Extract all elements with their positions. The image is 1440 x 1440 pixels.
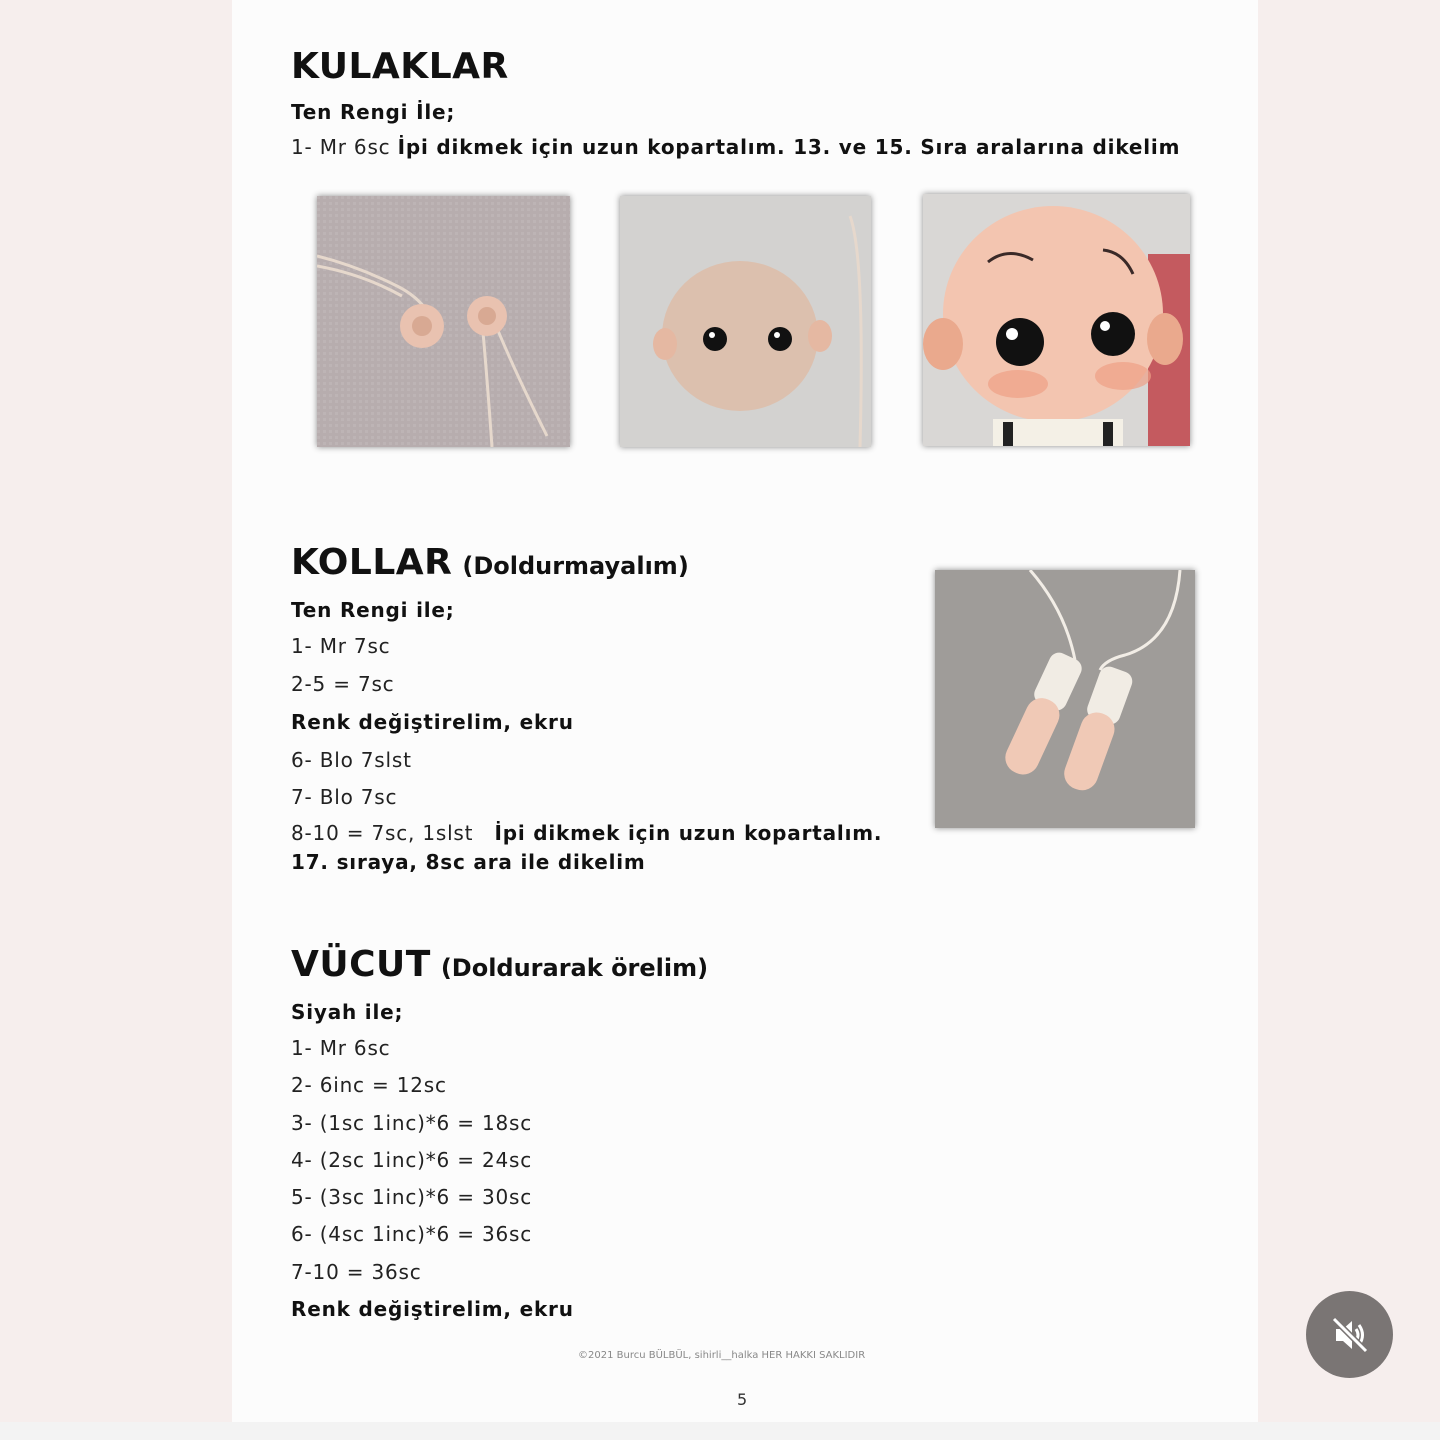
kollar-row-last: [291, 821, 882, 845]
vucut-subtitle: (Doldurarak örelim): [440, 954, 709, 982]
vucut-color-line: Siyah ile;: [291, 1000, 404, 1024]
section-title-kollar: KOLLAR (Doldurmayalım): [291, 542, 689, 583]
vucut-row: 4- (2sc 1inc)*6 = 24sc: [291, 1148, 533, 1172]
kulaklar-color-line: Ten Rengi İle;: [291, 100, 456, 124]
kulaklar-row-1: [291, 135, 1180, 159]
vucut-row: 3- (1sc 1inc)*6 = 18sc: [291, 1111, 533, 1135]
photo-arms: [935, 570, 1195, 828]
kollar-color-line: Ten Rengi ile;: [291, 598, 455, 622]
copyright-notice: ©2021 Burcu BÜLBÜL, sihirli__halka HER HAKKI SAKLIDIR: [578, 1350, 866, 1361]
kollar-row: 6- Blo 7slst: [291, 748, 412, 772]
kollar-sew-note: 17. sıraya, 8sc ara ile dikelim: [291, 850, 646, 874]
speaker-muted-icon: [1328, 1313, 1372, 1357]
kollar-change-color: Renk değiştirelim, ekru: [291, 710, 574, 734]
pattern-page: [232, 0, 1258, 1422]
section-title-kulaklar: KULAKLAR: [291, 46, 509, 87]
kollar-row: 2-5 = 7sc: [291, 672, 395, 696]
kollar-row-last-prefix: 8-10 = 7sc, 1slst: [291, 821, 474, 845]
photo-ears-on-fabric: [317, 196, 570, 447]
doll-face-photo-graphic: [923, 194, 1190, 446]
page-number: 5: [737, 1390, 748, 1409]
photo-head-with-ears: [620, 196, 871, 447]
mute-toggle-button[interactable]: [1306, 1291, 1393, 1378]
vucut-row: 5- (3sc 1inc)*6 = 30sc: [291, 1185, 533, 1209]
photo-doll-face: [923, 194, 1190, 446]
kollar-subtitle: (Doldurmayalım): [462, 552, 689, 580]
vucut-row: 6- (4sc 1inc)*6 = 36sc: [291, 1222, 533, 1246]
kollar-row: 1- Mr 7sc: [291, 634, 391, 658]
vucut-row: 7-10 = 36sc: [291, 1260, 422, 1284]
head-photo-graphic: [620, 196, 871, 447]
kulaklar-row-1-prefix: 1- Mr 6sc: [291, 135, 391, 159]
vucut-change-color: Renk değiştirelim, ekru: [291, 1297, 574, 1321]
ears-photo-graphic: [317, 196, 570, 447]
bottom-strip: [0, 1422, 1440, 1440]
section-title-vucut: VÜCUT (Doldurarak örelim): [291, 944, 709, 985]
vucut-row: 2- 6inc = 12sc: [291, 1073, 447, 1097]
kulaklar-row-1-note: İpi dikmek için uzun kopartalım. 13. ve 15. Sıra aralarına dikelim: [397, 135, 1181, 159]
kollar-row-last-note: İpi dikmek için uzun kopartalım.: [494, 821, 883, 845]
vucut-row: 1- Mr 6sc: [291, 1036, 391, 1060]
arms-photo-graphic: [935, 570, 1195, 828]
kollar-row: 7- Blo 7sc: [291, 785, 398, 809]
